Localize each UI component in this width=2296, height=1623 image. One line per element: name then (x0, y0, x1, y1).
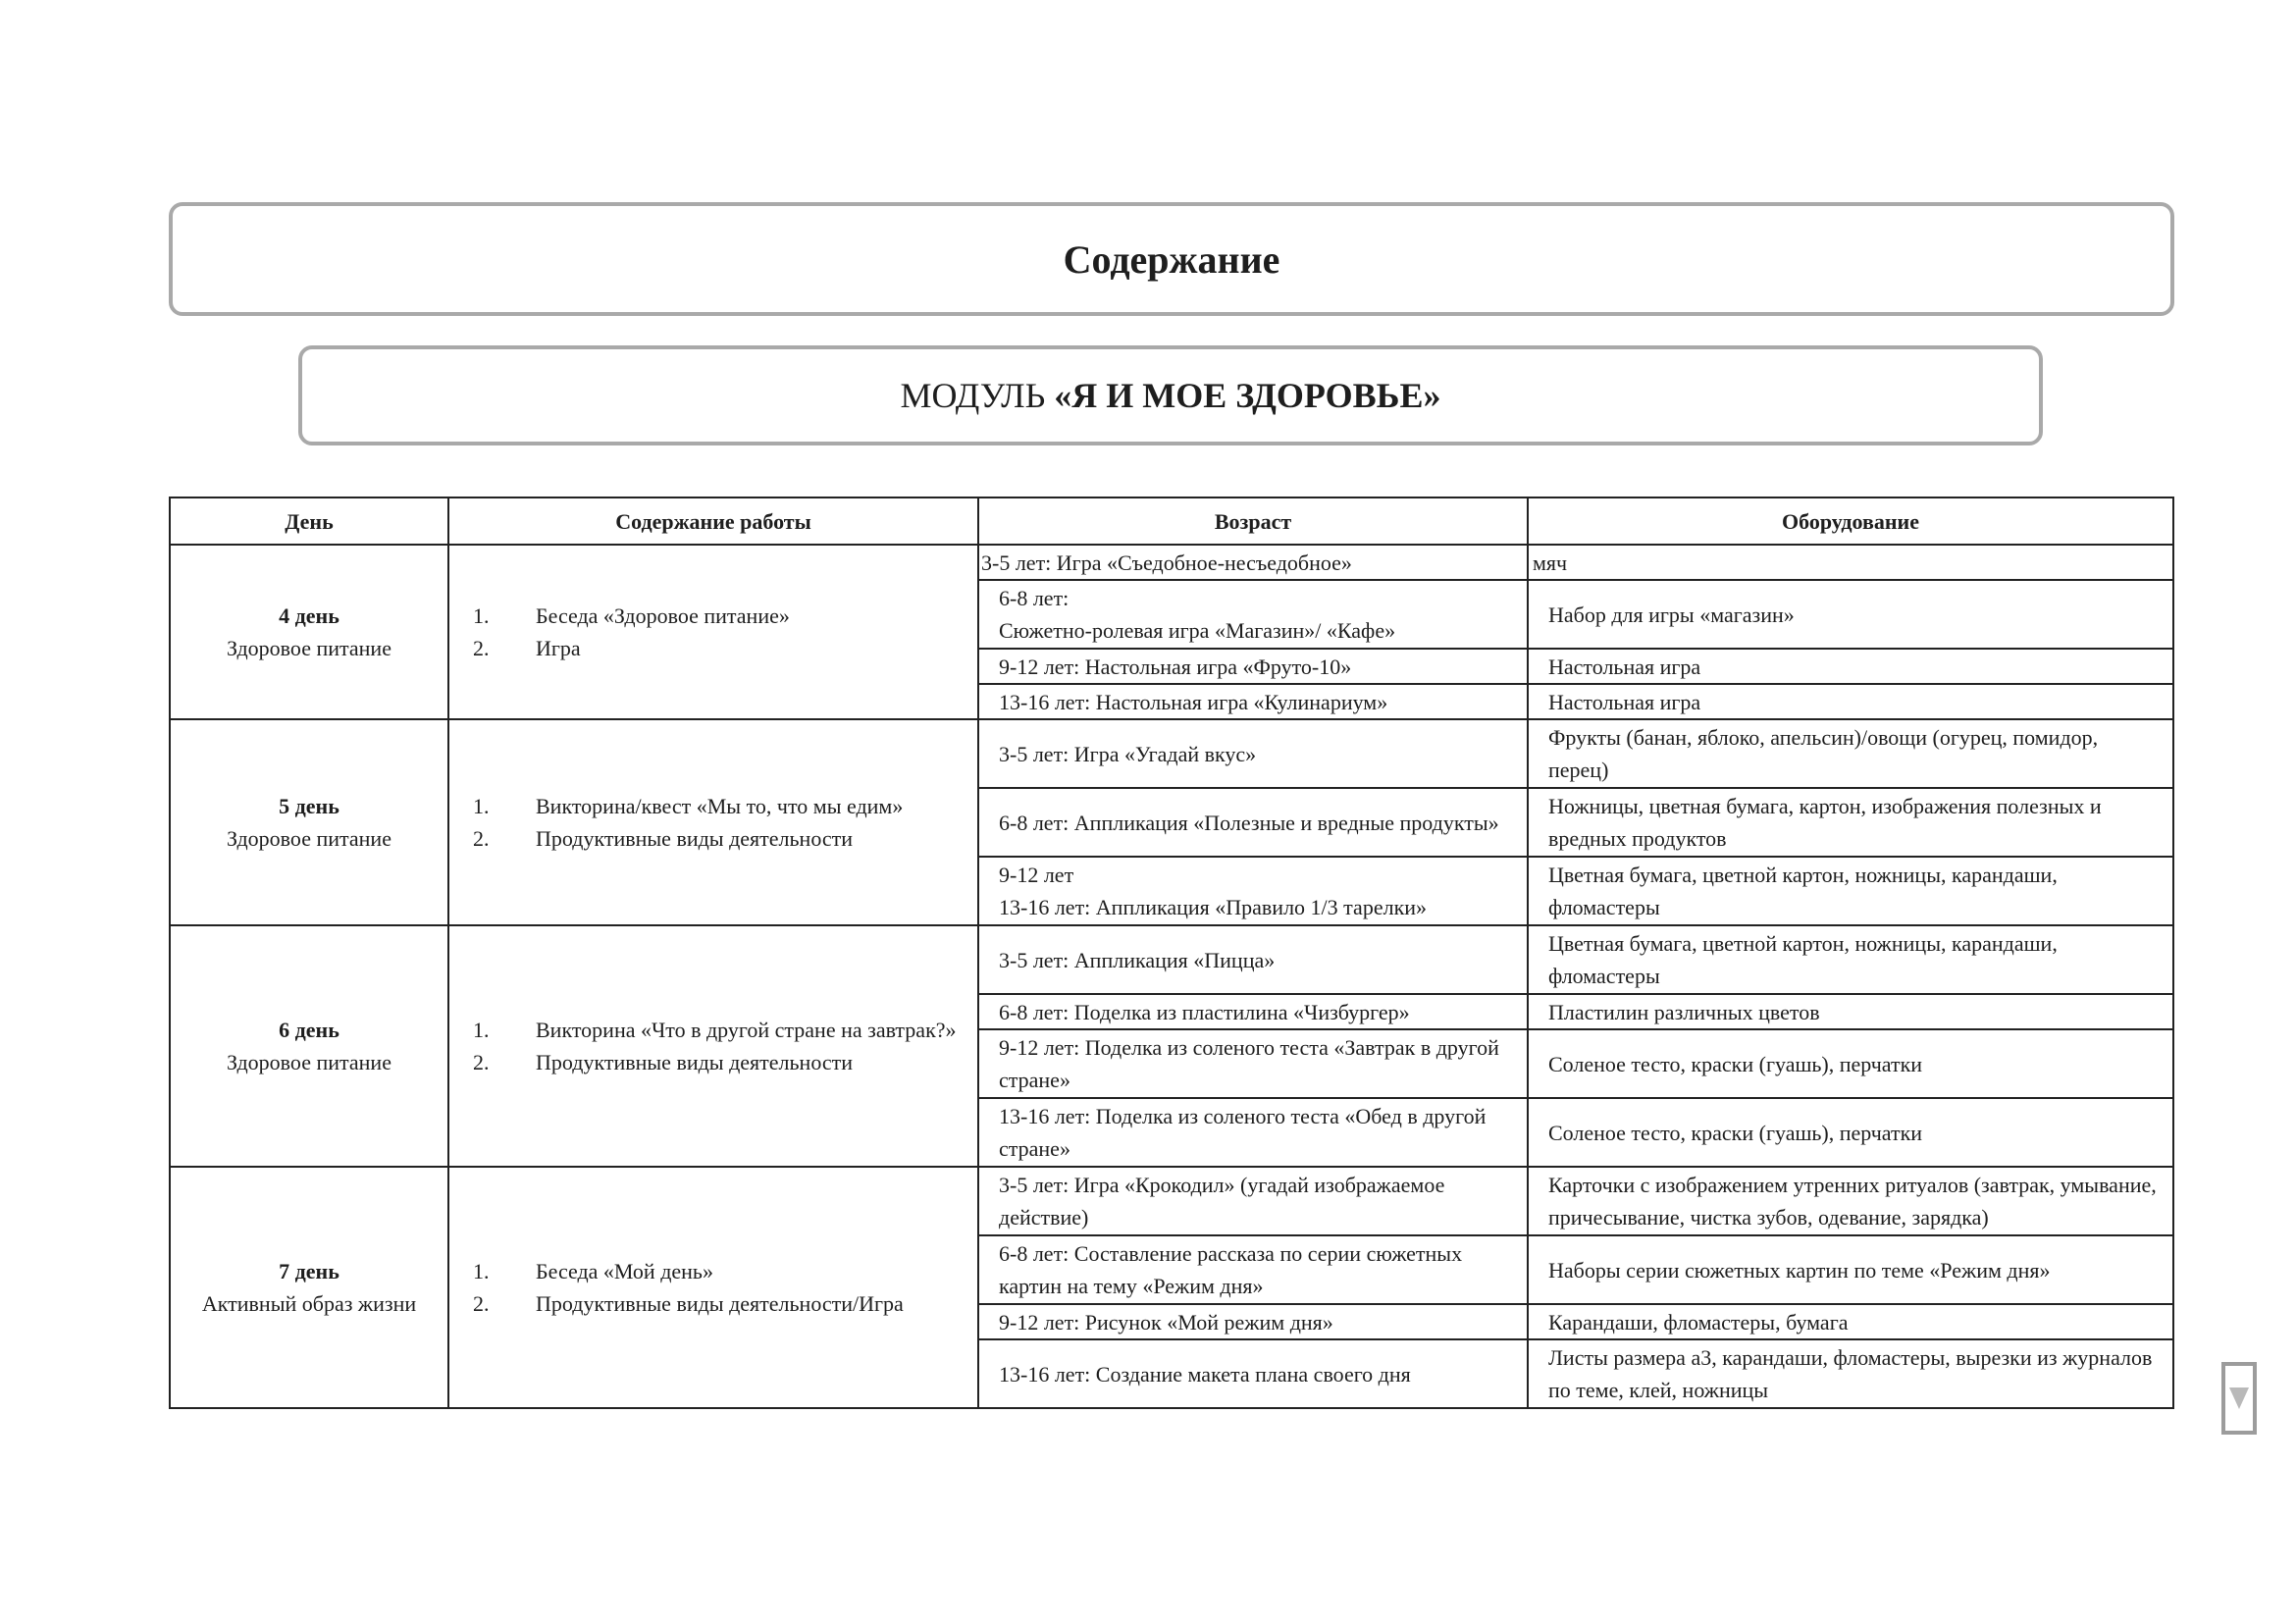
equipment-cell: Настольная игра (1528, 684, 2173, 719)
age-cell: 3-5 лет: Игра «Крокодил» (угадай изображаемое действие) (978, 1167, 1528, 1235)
age-cell: 13-16 лет: Настольная игра «Кулинариум» (978, 684, 1528, 719)
age-cell: 13-16 лет: Создание макета плана своего дня (978, 1339, 1528, 1408)
module-name: «Я И МОЕ ЗДОРОВЬЕ» (1054, 376, 1441, 415)
page-title: Содержание (1063, 236, 1280, 282)
work-item: 1. Викторина «Что в другой стране на завтрак?» (473, 1018, 957, 1042)
age-cell: 6-8 лет: Поделка из пластилина «Чизбургер» (978, 994, 1528, 1029)
age-cell: 3-5 лет: Аппликация «Пицца» (978, 925, 1528, 994)
module-title (901, 375, 1441, 416)
work-item: 1. Викторина/квест «Мы то, что мы едим» (473, 794, 904, 818)
day-cell (170, 545, 448, 719)
module-title-box (298, 345, 2043, 445)
work-cell (448, 925, 978, 1167)
header-work: Содержание работы (448, 497, 978, 545)
work-item: 2. Игра (473, 636, 581, 660)
work-item: 2. Продуктивные виды деятельности (473, 826, 854, 851)
age-cell: 13-16 лет: Поделка из соленого теста «Обед в другой стране» (978, 1098, 1528, 1167)
work-cell (448, 719, 978, 925)
equipment-cell: Листы размера а3, карандаши, фломастеры, вырезки из журналов по теме, клей, ножницы (1528, 1339, 2173, 1408)
header-equipment: Оборудование (1528, 497, 2173, 545)
day-cell (170, 719, 448, 925)
age-cell: 9-12 лет: Рисунок «Мой режим дня» (978, 1304, 1528, 1339)
age-cell: 3-5 лет: Игра «Съедобное-несъедобное» (978, 545, 1528, 580)
work-cell (448, 545, 978, 719)
day-label: 5 день (279, 794, 339, 818)
table-row (170, 1167, 2173, 1235)
day-label: 6 день (279, 1018, 339, 1042)
day-cell (170, 1167, 448, 1408)
equipment-cell: Карандаши, фломастеры, бумага (1528, 1304, 2173, 1339)
age-cell: 9-12 лет: Поделка из соленого теста «Завтрак в другой стране» (978, 1029, 1528, 1098)
age-cell: 9-12 лет: Настольная игра «Фруто-10» (978, 649, 1528, 684)
equipment-cell: Соленое тесто, краски (гуашь), перчатки (1528, 1029, 2173, 1098)
equipment-cell: мяч (1528, 545, 2173, 580)
equipment-cell: Ножницы, цветная бумага, картон, изображения полезных и вредных продуктов (1528, 788, 2173, 857)
equipment-cell: Цветная бумага, цветной картон, ножницы, карандаши, фломастеры (1528, 857, 2173, 925)
day-label: 4 день (279, 603, 339, 628)
equipment-cell: Настольная игра (1528, 649, 2173, 684)
down-triangle-icon (2229, 1387, 2249, 1409)
age-cell: 6-8 лет: Аппликация «Полезные и вредные продукты» (978, 788, 1528, 857)
equipment-cell: Цветная бумага, цветной картон, ножницы, карандаши, фломастеры (1528, 925, 2173, 994)
equipment-cell: Наборы серии сюжетных картин по теме «Режим дня» (1528, 1235, 2173, 1304)
work-item: 2. Продуктивные виды деятельности/Игра (473, 1291, 904, 1316)
age-cell: 6-8 лет: Сюжетно-ролевая игра «Магазин»/ «Кафе» (978, 580, 1528, 649)
day-theme: Здоровое питание (227, 826, 391, 851)
work-item: 1. Беседа «Здоровое питание» (473, 603, 790, 628)
table-header-row (170, 497, 2173, 545)
equipment-cell: Набор для игры «магазин» (1528, 580, 2173, 649)
day-theme: Активный образ жизни (201, 1291, 417, 1316)
work-item: 2. Продуктивные виды деятельности (473, 1050, 854, 1074)
equipment-cell: Соленое тесто, краски (гуашь), перчатки (1528, 1098, 2173, 1167)
work-cell (448, 1167, 978, 1408)
day-cell (170, 925, 448, 1167)
content-title-box (169, 202, 2174, 316)
table-row (170, 719, 2173, 788)
day-label: 7 день (279, 1259, 339, 1283)
schedule-table (169, 497, 2174, 1409)
day-theme: Здоровое питание (227, 636, 391, 660)
age-cell: 3-5 лет: Игра «Угадай вкус» (978, 719, 1528, 788)
header-age: Возраст (978, 497, 1528, 545)
day-theme: Здоровое питание (227, 1050, 391, 1074)
table-row (170, 545, 2173, 580)
module-prefix: МОДУЛЬ (900, 376, 1055, 415)
table-row (170, 925, 2173, 994)
scroll-down-icon[interactable] (2221, 1362, 2257, 1435)
equipment-cell: Фрукты (банан, яблоко, апельсин)/овощи (огурец, помидор, перец) (1528, 719, 2173, 788)
age-cell: 9-12 лет 13-16 лет: Аппликация «Правило 1/3 тарелки» (978, 857, 1528, 925)
equipment-cell: Пластилин различных цветов (1528, 994, 2173, 1029)
work-item: 1. Беседа «Мой день» (473, 1259, 713, 1283)
header-day: День (170, 497, 448, 545)
equipment-cell: Карточки с изображением утренних ритуалов (завтрак, умывание, причесывание, чистка зубов, одевание, зарядка) (1528, 1167, 2173, 1235)
age-cell: 6-8 лет: Составление рассказа по серии сюжетных картин на тему «Режим дня» (978, 1235, 1528, 1304)
